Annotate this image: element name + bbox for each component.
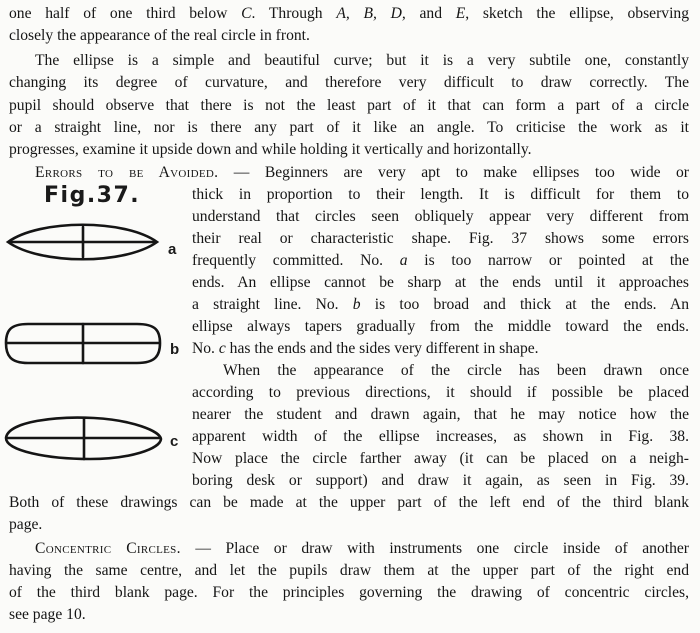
text-line-2: closely the appearance of the real circle in front. [9, 27, 310, 44]
text-line-17: When the appearance of the circle has been drawn once [223, 362, 689, 379]
figure-label-b: b [170, 341, 180, 358]
figure-drawing [0, 175, 190, 475]
text-line-19: nearer the student and drawn again, that he may notice how the [192, 406, 689, 423]
section-heading-errors: Errors to be Avoided. [35, 164, 219, 181]
text-line-9: thick in proportion to their length. It is difficult for them to [192, 186, 689, 203]
text-line-11: their real or characteristic shape. Fig. 37 shows some errors [192, 230, 689, 247]
text-line-27: of the third blank page. For the principles governing the drawing of concentric circles, [9, 584, 689, 601]
text-line-26: having the same centre, and let the pupils draw them at the upper part of the right end [9, 562, 689, 579]
text-line-4: changing its degree of curvature, and therefore very difficult to draw correctly. The [9, 74, 689, 91]
text-line-3: The ellipse is a simple and beautiful curve; but it is a very subtile one, constantly [35, 52, 689, 69]
text-line-16: No. c has the ends and the sides very different in shape. [192, 340, 539, 357]
text-line-25: Concentric Circles. — Place or draw with instruments one circle inside of another [35, 540, 689, 557]
text-line-14: a straight line. No. b is too broad and thick at the ends. An [192, 296, 689, 313]
text-line-1: one half of one third below C. Through A, B, D, and E, sketch the ellipse, observing [9, 5, 690, 22]
text-line-15: ellipse always tapers gradually from the middle toward the ends. [192, 318, 689, 335]
text-line-24: page. [9, 516, 43, 533]
text-line-23: Both of these drawings can be made at the upper part of the left end of the third blank [9, 494, 689, 511]
text-line-22: boring desk or support) and draw it again, as seen in Fig. 39. [192, 472, 689, 489]
figure-label-a: a [168, 241, 177, 258]
section-heading-concentric: Concentric Circles. [35, 540, 181, 557]
text-line-13: ends. An ellipse cannot be sharp at the ends until it approaches [192, 274, 689, 291]
text-line-12: frequently committed. No. a is too narrow or pointed at the [192, 252, 689, 269]
figure-title: Fig.37. [44, 183, 141, 208]
text-line-10: understand that circles seen obliquely appear very different from [192, 208, 689, 225]
text-line-7: progresses, examine it upside down and while holding it vertically and horizontally. [9, 141, 532, 158]
text-line-28: see page 10. [9, 606, 86, 623]
figure-37 [0, 175, 190, 475]
figure-label-c: c [170, 433, 179, 450]
text-line-5: pupil should observe that there is not the least part of it that can form a part of a circle [9, 97, 689, 114]
text-line-20: apparent width of the ellipse increases, as shown in Fig. 38. [192, 428, 689, 445]
text-line-6: or a straight line, nor is there any part of it like an angle. To criticise the work as it [9, 119, 689, 136]
text-line-18: according to previous directions, it should if possible be placed [192, 384, 689, 401]
text-line-21: Now place the circle farther away (it can be placed on a neigh- [192, 450, 689, 467]
text-line-8: Errors to be Avoided. — Beginners are very apt to make ellipses too wide or [35, 164, 689, 181]
